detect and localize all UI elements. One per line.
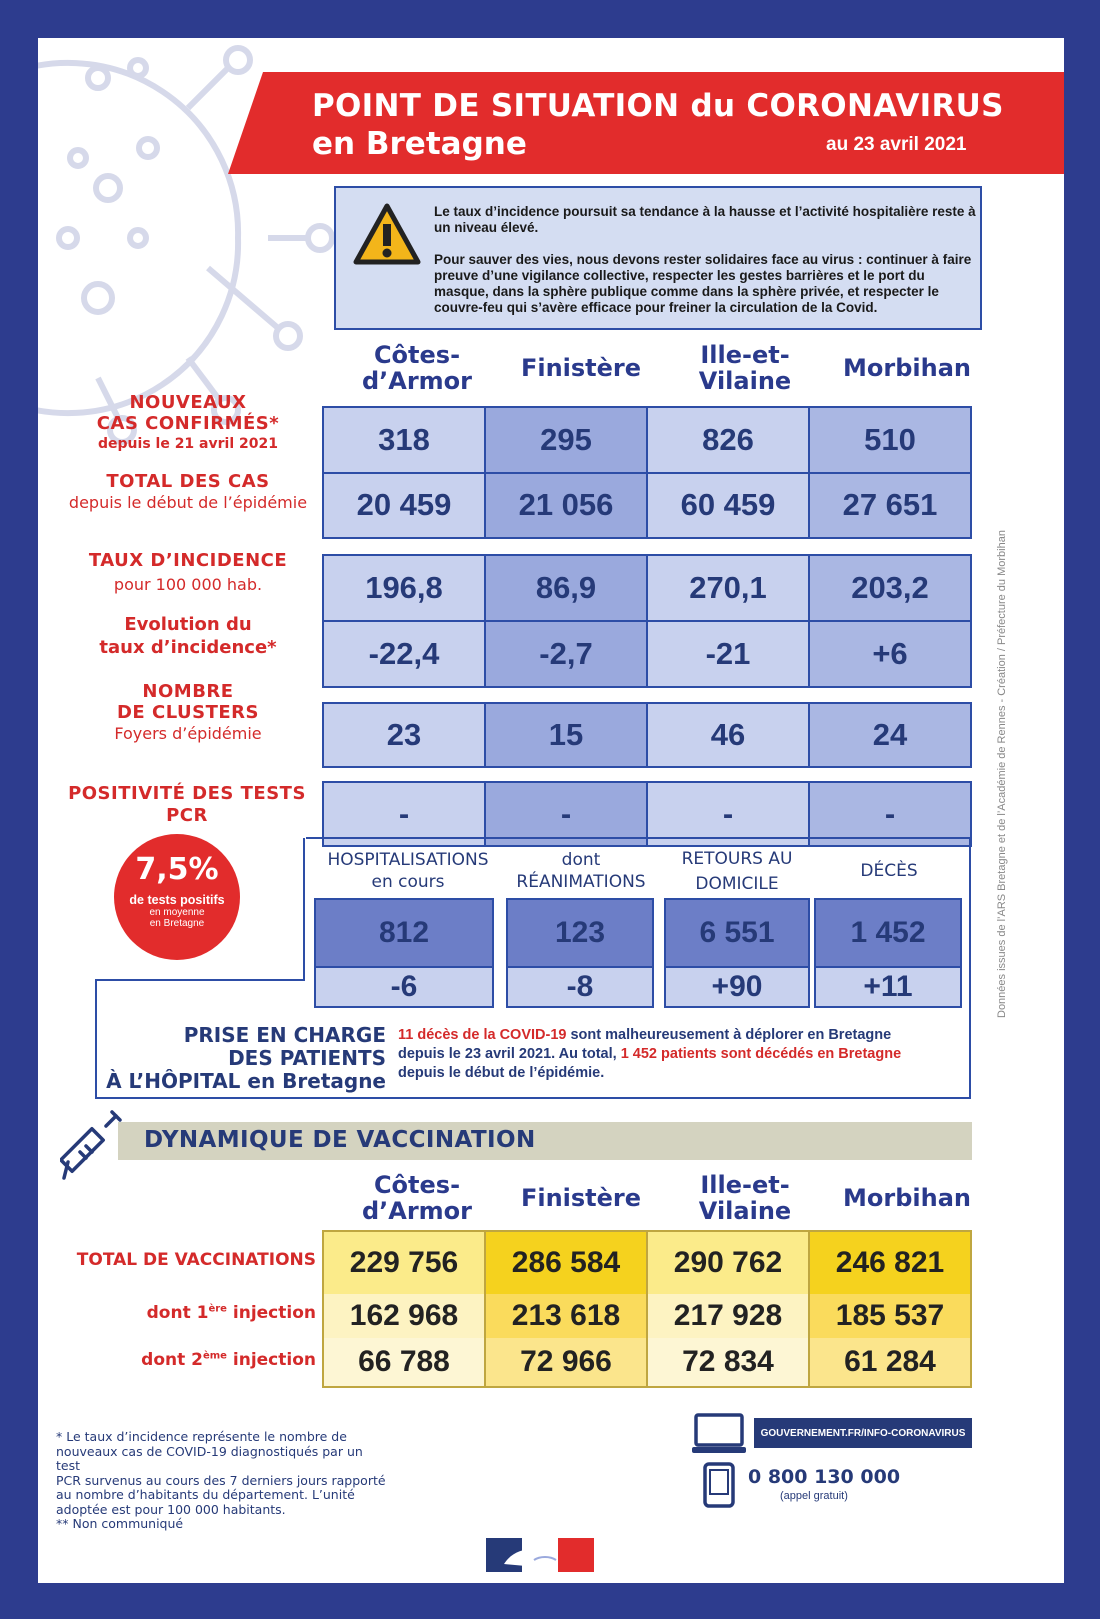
phone-number[interactable]: 0 800 130 000	[748, 1466, 901, 1488]
retours-delta: +90	[666, 968, 808, 1006]
nouveaux-cotes: 318	[324, 408, 486, 472]
label-pcr: POSITIVITÉ DES TESTS PCR	[68, 783, 306, 826]
report-date: au 23 avril 2021	[826, 134, 967, 155]
vacc-dose1-cotes: 162 968	[324, 1294, 486, 1338]
taux-cotes: 196,8	[324, 556, 486, 620]
footnote: * Le taux d’incidence représente le nombre de nouveaux cas de COVID-19 diagnostiqués par un test PCR survenus au cours des 7 derniers jours rapporté au nombre d’habitants du département. L’unité adoptée est pour 100 000 habitants. ** Non communiqué	[56, 1429, 386, 1531]
label-total-vacc: TOTAL DE VACCINATIONS	[76, 1250, 316, 1270]
source-credit: Données issues de l’ARS Bretagne et de l’Académie de Rennes - Création / Préfecture du Morbihan	[996, 530, 1008, 1018]
vacc-dose2-ille: 72 834	[648, 1338, 810, 1386]
retours-header: RETOURS AU DOMICILE	[681, 849, 793, 894]
deces-delta: +11	[816, 968, 960, 1006]
alert-text-1: Le taux d’incidence poursuit sa tendance à la hausse et l’activité hospitalière reste à un niveau élevé.	[434, 204, 976, 235]
syringe-icon	[60, 1106, 124, 1182]
dept-header-cotes: Côtes- d’Armor	[361, 341, 473, 395]
clusters-finistere: 15	[486, 704, 648, 766]
vaccination-title: DYNAMIQUE DE VACCINATION	[144, 1127, 536, 1153]
vacc-total-row	[322, 1230, 972, 1294]
deaths-note: 11 décès de la COVID-19 sont malheureusement à déplorer en Bretagne depuis le 23 avril 2021. Au total, 1 452 patients sont décédés en Bretagne depuis le début de l’épidémie.	[398, 1027, 902, 1081]
vacc-total-morbihan: 246 821	[810, 1232, 970, 1294]
label-nouveaux-cas: NOUVEAUX CAS CONFIRMÉS* depuis le 21 avril 2021	[96, 392, 280, 452]
pcr-morbihan: -	[810, 783, 970, 845]
nouveaux-ille: 826	[648, 408, 810, 472]
pcr-ille: -	[648, 783, 810, 845]
phone-note: (appel gratuit)	[780, 1490, 848, 1502]
poster-sheet	[38, 38, 1064, 1583]
page-title: POINT DE SITUATION du CORONAVIRUS	[312, 88, 1004, 124]
pcr-cotes: -	[324, 783, 486, 845]
hosp-delta: -6	[316, 968, 492, 1006]
vacc-dose1-finistere: 213 618	[486, 1294, 648, 1338]
total-ille: 60 459	[648, 474, 810, 538]
label-taux-incidence: TAUX D’INCIDENCE pour 100 000 hab.	[88, 550, 288, 594]
label-total-cas: TOTAL DES CAS depuis le début de l’épidémie	[68, 471, 308, 512]
label-dose2: dont 2ème injection	[141, 1350, 316, 1370]
phone-icon	[702, 1462, 736, 1508]
vacc-dept-finistere: Finistère	[520, 1184, 642, 1212]
taux-morbihan: 203,2	[810, 556, 970, 620]
hosp-header: HOSPITALISATIONS en cours	[327, 850, 489, 892]
label-evolution: Evolution du taux d’incidence*	[99, 614, 277, 658]
vacc-total-cotes: 229 756	[324, 1232, 486, 1294]
dept-header-ille: Ille-et- Vilaine	[698, 341, 792, 395]
dept-header-morbihan: Morbihan	[843, 354, 971, 382]
rea-delta: -8	[508, 968, 652, 1006]
hosp-value: 812	[316, 900, 492, 968]
total-morbihan: 27 651	[810, 474, 970, 538]
page-subtitle: en Bretagne	[312, 126, 527, 162]
total-finistere: 21 056	[486, 474, 648, 538]
hosp-col	[314, 898, 494, 1008]
evolution-finistere: -2,7	[486, 622, 648, 686]
vacc-dose2-cotes: 66 788	[324, 1338, 486, 1386]
nouveaux-morbihan: 510	[810, 408, 970, 472]
evolution-ille: -21	[648, 622, 810, 686]
republique-logo	[486, 1538, 596, 1572]
vacc-total-ille: 290 762	[648, 1232, 810, 1294]
vacc-dept-ille: Ille-et- Vilaine	[698, 1171, 792, 1225]
clusters-ille: 46	[648, 704, 810, 766]
vaccination-bar	[118, 1122, 972, 1160]
vacc-dose2-morbihan: 61 284	[810, 1338, 970, 1386]
vacc-total-finistere: 286 584	[486, 1232, 648, 1294]
vacc-dose1-ille: 217 928	[648, 1294, 810, 1338]
info-link[interactable]: GOUVERNEMENT.FR/INFO-CORONAVIRUS	[754, 1418, 972, 1448]
evolution-morbihan: +6	[810, 622, 970, 686]
alert-text-2: Pour sauver des vies, nous devons rester solidaires face au virus : continuer à faire preuve d’une vigilance collective, respecter les gestes barrières et le port du masque, dans la sphère publique comme dans la sphère privée, et respecter le couvre-feu qui s’avère efficace pour freiner la circulation de la Covid.	[434, 252, 972, 315]
positivity-bubble: 7,5% de tests positifs en moyenne en Bretagne	[114, 834, 240, 960]
hospital-title: PRISE EN CHARGE DES PATIENTS À L’HÔPITAL en Bretagne	[106, 1023, 386, 1093]
rea-header: dont RÉANIMATIONS	[516, 850, 646, 892]
rea-value: 123	[508, 900, 652, 968]
total-cotes: 20 459	[324, 474, 486, 538]
deces-col	[814, 898, 962, 1008]
vacc-dose2-row	[322, 1338, 972, 1388]
label-dose1: dont 1ère injection	[146, 1303, 316, 1323]
vacc-dept-morbihan: Morbihan	[843, 1184, 971, 1212]
vacc-dose1-morbihan: 185 537	[810, 1294, 970, 1338]
nouveaux-finistere: 295	[486, 408, 648, 472]
dept-header-finistere: Finistère	[520, 354, 642, 382]
pcr-finistere: -	[486, 783, 648, 845]
rea-col	[506, 898, 654, 1008]
deces-header: DÉCÈS	[860, 861, 918, 881]
clusters-cotes: 23	[324, 704, 486, 766]
vacc-dose2-finistere: 72 966	[486, 1338, 648, 1386]
taux-ille: 270,1	[648, 556, 810, 620]
label-clusters: NOMBRE DE CLUSTERS Foyers d’épidémie	[114, 681, 262, 743]
deces-value: 1 452	[816, 900, 960, 968]
retours-value: 6 551	[666, 900, 808, 968]
positivity-value: 7,5%	[135, 852, 219, 887]
clusters-morbihan: 24	[810, 704, 970, 766]
retours-col	[664, 898, 810, 1008]
evolution-cotes: -22,4	[324, 622, 486, 686]
taux-finistere: 86,9	[486, 556, 648, 620]
vacc-dose1-row	[322, 1294, 972, 1338]
computer-icon	[690, 1412, 748, 1456]
vacc-dept-cotes: Côtes- d’Armor	[361, 1171, 473, 1225]
